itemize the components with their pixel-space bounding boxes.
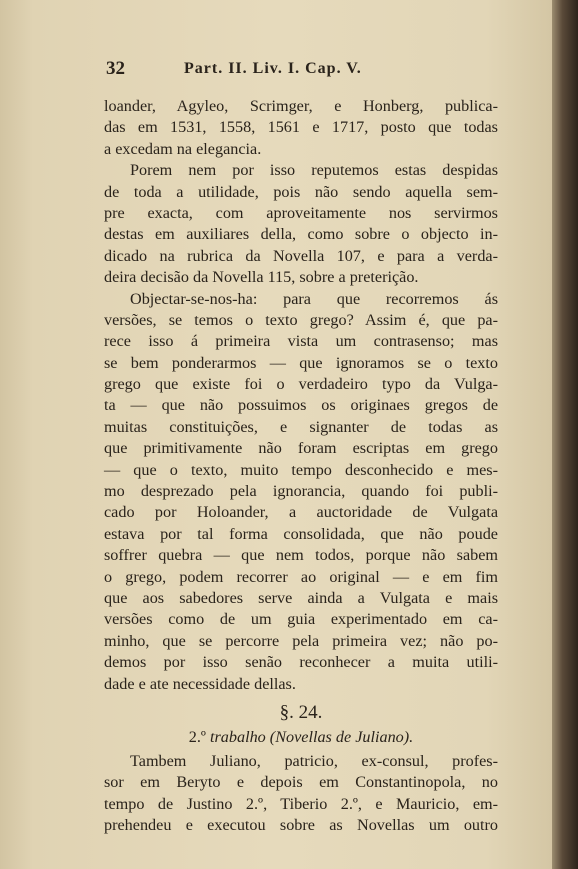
text-line: das em 1531, 1558, 1561 e 1717, posto que todas	[104, 118, 498, 137]
subtitle-prefix: 2.º	[188, 727, 210, 746]
page-header	[104, 58, 498, 84]
text-line: Tambem Juliano, patricio, ex-consul, profes-	[130, 751, 498, 770]
text-line: minho, que se percorre pela primeira vez; não po-	[104, 631, 498, 650]
text-line: demos por isso senão reconhecer a muita utili-	[104, 653, 498, 672]
text-line: estava por tal forma consolidada, que não poude	[104, 524, 498, 543]
paragraph-4	[104, 751, 498, 837]
text-line: destas em auxiliares della, como sobre o objecto in-	[104, 225, 498, 244]
text-line: a excedam na elegancia.	[104, 139, 262, 158]
text-line: tempo de Justino 2.º, Tiberio 2.º, e Mauricio, em-	[104, 794, 498, 813]
text-line: Objectar-se-nos-ha: para que recorremos ás	[130, 289, 498, 308]
text-line: — que o texto, muito tempo desconhecido e mes-	[104, 460, 498, 479]
text-line: sor em Beryto e depois em Constantinopola, no	[104, 773, 498, 792]
text-line: grego que existe foi o verdadeiro typo da Vulga-	[104, 375, 498, 394]
text-line: loander, Agyleo, Scrimger, e Honberg, publica-	[104, 97, 498, 115]
book-gutter	[552, 0, 578, 869]
text-line: muitas constituições, e signanter de todas as	[104, 417, 498, 436]
text-line: cado por Holoander, a auctoridade de Vulgata	[104, 503, 498, 522]
text-line: que aos sabedores serve ainda a Vulgata e mais	[104, 588, 498, 607]
text-line: dicado na rubrica da Novella 107, e para a verda-	[104, 246, 498, 265]
text-line: Porem nem por isso reputemos estas despidas	[130, 161, 498, 180]
text-line: o grego, podem recorrer ao original — e em fim	[104, 567, 498, 586]
paragraph-2	[104, 160, 498, 288]
text-line: mo desprezado pela ignorancia, quando foi publi-	[104, 482, 498, 501]
paragraph-3	[104, 289, 498, 695]
subtitle-italic: trabalho (Novellas de Juliano).	[210, 727, 414, 746]
text-line: ta — que não possuimos os originaes gregos de	[104, 396, 498, 415]
paragraph-1	[104, 96, 498, 160]
text-line: pre exacta, com aproveitamente nos servirmos	[104, 203, 498, 222]
section-number: §. 24.	[279, 701, 323, 723]
text-line: versões, se temos o texto grego? Assim é, que pa-	[104, 310, 498, 329]
text-line: prehendeu e executou sobre as Novellas um outro	[104, 816, 498, 835]
running-head: Part. II. Liv. I. Cap. V.	[184, 60, 362, 77]
section-subtitle	[104, 725, 498, 751]
page-body	[104, 96, 498, 837]
page-number: 32	[106, 58, 125, 79]
text-line: rece isso á primeira vista um contrasenso; mas	[104, 332, 498, 351]
text-line: deira decisão da Novella 115, sobre a preterição.	[104, 268, 419, 287]
text-line: dade e ate necessidade dellas.	[104, 674, 296, 693]
text-line: versões como de um guia experimentado em ca-	[104, 610, 498, 629]
text-line: se bem ponderarmos — que ignoramos se o texto	[104, 353, 498, 372]
text-line: de toda a utilidade, pois não sendo aquella sem-	[104, 182, 498, 201]
text-line: soffrer quebra — que nem todos, porque não sabem	[104, 546, 498, 565]
text-line: que primitivamente não foram escriptas em grego	[104, 439, 498, 458]
